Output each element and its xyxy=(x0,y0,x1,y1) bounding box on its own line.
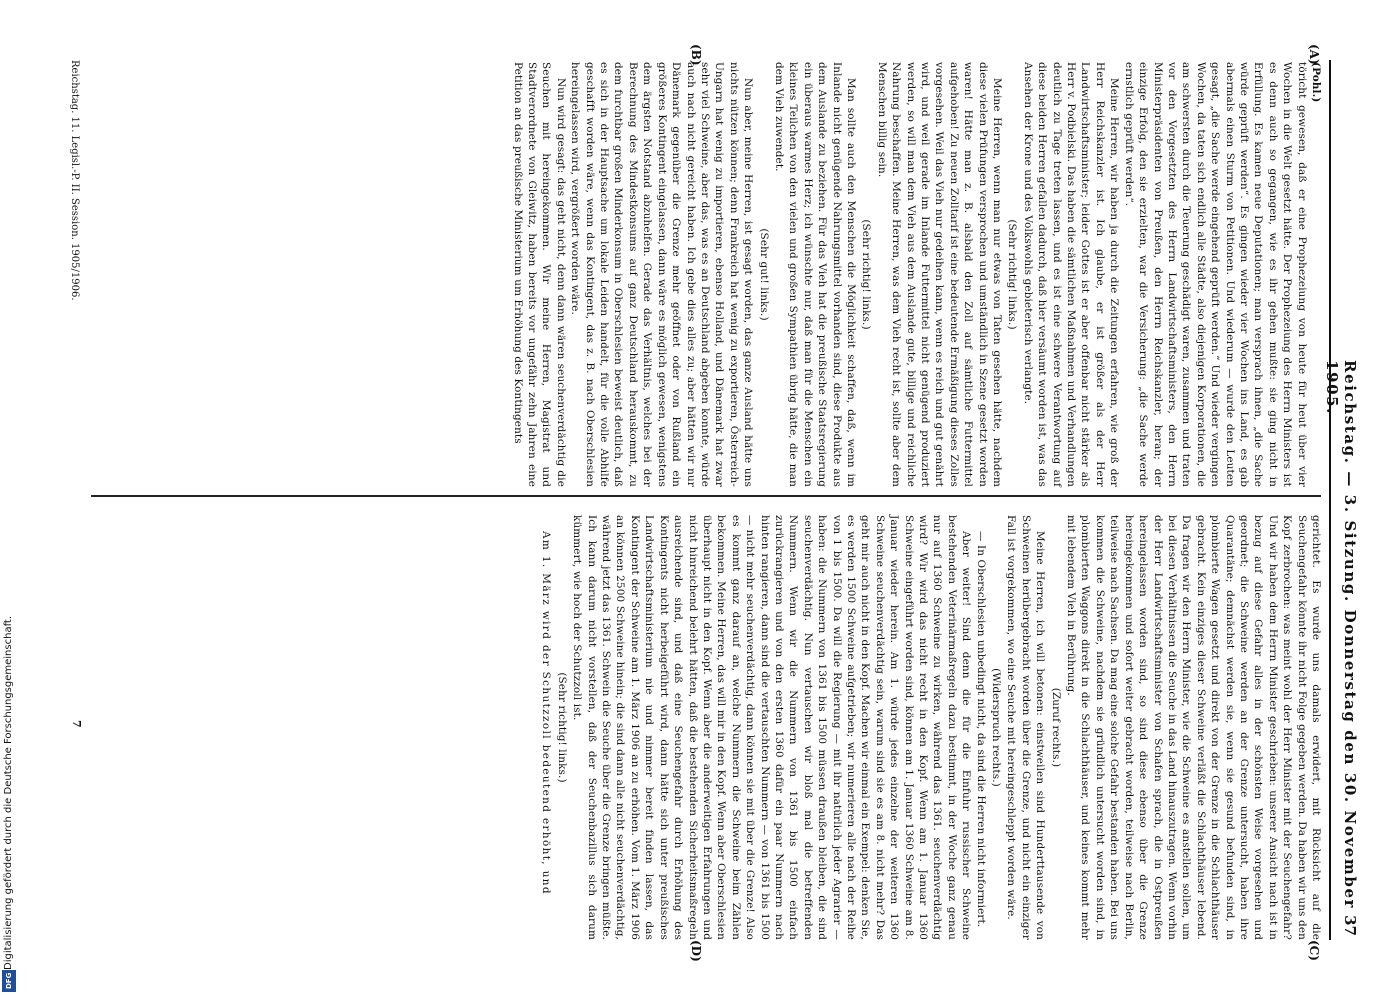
paragraph: Nun aber, meine Herren, ist gesagt worden, das ganze Ausland hätte uns nichts nützen können; denn Frankreich hat wenig zu exportieren, Österreich-Ungarn hat wenig zu importieren, ebenso Holland, und Dänemark hat zwar sehr viel Schweine, aber das, was es an Deutschland abgeben konnte, würde auch nach nicht gereicht haben. Ich gebe dies alles zu; aber hätten wir nur Dänemark gegenüber die Grenze mehr geöffnet oder von Rußland ein größeres Kontingent eingelassen, dann wäre es möglich gewesen, wenigstens dem ärgsten Notstand abzuhelfen. Gerade das Verhältnis, welches bei der Berechnung des Mindestkonsums auf ganz Deutschland herauskommt, zu dem furchtbar großen Minderkonsum in Oberschlesien beweist deutlich, daß es sich in der Hauptsache um lokale Leiden handelt, für die volle Abhilfe geschafft worden wäre, wenn das Kontingent, das z. B. nach Oberschlesien hereingelassen wird, vergrößert worden wäre. xyxy=(569,62,755,487)
margin-marker-c: (C) xyxy=(1307,940,1321,961)
paragraph: Nun wird gesagt: das geht nicht, denn dann wären seuchenverdächtig die Seuchen mit hereingekommen. Wir meine Herren, Magistrat und Stadtverordnete von Gleiwitz, haben bereits vor ungefähr zehn Jahren eine Petition an das preußische Ministerium um Erhöhung des Kontingents xyxy=(511,62,567,487)
page-header xyxy=(1323,60,1365,940)
paragraph: Meine Herren, wir haben ja durch die Zeitungen erfahren, wie groß der Herr Reichskanzler ist. Ich glaube, er ist größer als der Herr Landwirtschaftsminister; leider Gottes ist er aber offenbar nicht stärker als Herr v. Podbielski. Das haben die sämtlichen Maßnahmen und Verhandlungen deutlich zu Tage treten lassen, und es ist eine schwere Verantwortung auf diese beiden Herren gefallen dadurch, daß hier versäumt worden ist, was das Ansehen der Krone und des Volkswohls gebieterisch verlangte. xyxy=(1021,62,1121,487)
paragraph: gerichtet. Es wurde uns damals erwidert, mit Rücksicht auf die Seuchengefahr könnte ihr nicht Folge gegeben werden. Da haben wir uns den Kopf zerbrochen: was meint wohl der Herr Minister mit der Seuchengefahr? Und wir haben dem Herrn Minister geschrieben: unserer Ansicht nach ist in bezug auf diese Gefahr alles in der schönsten Weise vorgesehen und geordnet; die Schweine werden an der Grenze untersucht, haben ihre Quarantäne; demnächst werden sie, wenn sie gesund befunden sind, in plombierte Wagen gesetzt und direkt von der Grenze in die Schlachthäuser gebracht. Kein einziges dieser Schweine verläßt die Schlachthäuser lebend. Da fragen wir den Herrn Minister, wie die Schweine es anstellen sollen, um bei diesen Verhältnissen die Seuche in das Land hinauszutragen. Wenn vorhin der Herr Landwirtschaftsminister von Schafen sprach, die in Ostpreußen hereingelassen worden sind, so sind diese ebenso über die Grenze hereingekommen und sofort weiter gebracht worden, teilweise nach Berlin, teilweise nach Sachsen. Da mag eine solche Gefahr bestanden haben. Bei uns kommen die Schweine, nachdem sie gründlich untersucht worden sind, in plombierten Waggons direkt in die Schlachthäuser, und keines kommt mehr mit lebendem Vieh in Berührung. xyxy=(1065,515,1322,940)
audience-reaction: (Zuruf rechts.) xyxy=(1049,687,1062,768)
audience-reaction: (Sehr gut! links.) xyxy=(757,228,770,321)
paragraph: Am 1. März wird der Schutzzoll bedeutend erhöht, und xyxy=(540,531,553,895)
paragraph: töricht gewesen, daß er eine Prophezeiung von heute für heut über vier Wochen in die Welt gesetzt hätte. Der Prophezeiung des Herrn Ministers ist es denn auch so gegangen, wie es ihr gehen mußte: sie ging nicht in Erfüllung. Es kamen neue Deputationen; man versprach ihnen, „die Sache würde geprüft werden“. Es gingen wieder vier Wochen ins Land, es gab abermals einen Sturm von Petitionen. Und wiederum — wurde den Leuten gesagt, „die Sache werde eingehend geprüft werden.“ Und wieder vergingen Wochen, da taten sich endlich alle Städte, also diejenigen Korporationen, die am schwersten durch die Teuerung geschädigt waren, zusammen und traten vor den Vorgesetzten des Herrn Landwirtschaftsministers, den Herrn Ministerpräsidenten von Preußen, den Herrn Reichskanzler, heran; der einzige Erfolg, den sie erzielten, war die Versicherung: „die Sache werde ernstlich geprüft werden“. xyxy=(1122,62,1308,487)
sheet-number: 7 xyxy=(70,720,83,728)
paragraph: Man sollte auch den Menschen die Möglichkeit schaffen, daß, wenn im Inlande nicht genügende Nahrungsmittel vorhanden sind, diese Produkte aus dem Auslande zu beziehen. Für das Vieh hat die preußische Staatsregierung ein überaus warmes Herz; ich wünschte nur, daß man für die Menschen ein kleines Teilchen von den vielen und großen Sympathien übrig hätte, die man dem Vieh zuwendet. xyxy=(772,62,857,487)
paragraph: Meine Herren, ich will betonen: einstweilen sind Hunderttausende von Schweinen herübergebracht worden über die Grenze, und nicht ein einziger Fall ist vorgekommen, wo eine Seuche mit hereingeschleppt worden wäre. xyxy=(1005,515,1047,940)
paragraph: Meine Herren, wenn man nur etwas von Taten gesehen hätte, nachdem diese vielen Prüfungen versprochen und umständlich in Szene gesetzt worden waren! Hätte man z. B. alsbald den Zoll auf sämtliche Futtermittel aufgehoben! Zu neuen Zolltarif ist eine bedeutende Ermäßigung dieses Zolles vorgesehen. Weil das Vieh nur gedeihen kann, wenn es reich und gut genährt wird, und weil gerade im Inlande Futtermittel nicht genügend produziert werden, so will man dem Vieh aus dem Auslande gute, billige und reichliche Nahrung beschaffen. Meine Herren, was dem Vieh recht ist, sollte aber dem Menschen billig sein. xyxy=(875,62,1004,487)
margin-marker-b: (B) xyxy=(689,44,703,66)
paragraph: — In Oberschlesien unbedingt nicht, da sind die Herren nicht informiert. xyxy=(974,531,987,928)
left-column xyxy=(510,62,1323,487)
audience-reaction: (Sehr richtig! links.) xyxy=(555,672,568,783)
audience-reaction: (Sehr richtig! links.) xyxy=(1006,219,1019,330)
column-divider xyxy=(91,495,1321,497)
speaker-name: (Pohl.) xyxy=(1310,62,1322,103)
page-number: 37 xyxy=(1341,915,1359,936)
audience-reaction: (Sehr richtig! links.) xyxy=(860,219,873,330)
right-column xyxy=(539,515,1323,940)
audience-reaction: (Widerspruch rechts.) xyxy=(990,668,1003,787)
margin-marker-a: (A) xyxy=(1307,44,1321,65)
dfg-logo: DFG xyxy=(2,970,16,992)
header-title: Reichstag. — 3. Sitzung. Donnerstag den 30. November 1905. xyxy=(1323,360,1359,910)
margin-marker-d: (D) xyxy=(689,940,703,962)
paragraph: Aber weiter! Sind denn die für die Einfuhr russischer Schweine bestehenden Veterinärmaßregeln dazu bestimmt, in der Woche ganz genau nur auf 1360 Schweine zu wirken, während das 1361. seuchenverdächtig wird? Wir wird das nicht recht in den Kopf. Wenn am 1. Januar 1360 Schweine eingeführt worden sind, können am 1. Januar 1360 Schweine am 8. Januar wieder herein. Am 1. würde jedes einzelne der weiteren 1360 Schweine seuchenverdächtig sein, warum sind sie es am 8. nicht mehr? Das geht mir auch nicht in den Kopf. Machen wir einmal ein Exempel: denken Sie, es werden 1500 Schweine aufgetrieben; wir numerieren alle nach der Reihe von 1 bis 1500. Da will die Regierung — mit ihr natürlich jeder Agrarier — haben: die Nummern von 1361 bis 1500 müssen draußen bleiben, die sind seuchenverdächtig. Nun vertauschen wir bloß mal die betreffenden Nummern. Wenn wir die Nummern von 1361 bis 1500 einfach zurückrangieren und von den ersten 1360 dafür ein paar Nummern nach hinten rangieren, dann sind die vertauschten Nummern — von 1361 bis 1500 — nicht mehr seuchenverdächtig, dann können sie mit über die Grenze! Also es kommt ganz darauf an, welche Nummern die Schweine beim Zählen bekommen. Meine Herren, das will mir in den Kopf. Wenn aber Oberschlesien überhaupt nicht in den Kopf. Wenn aber die anderweitigen Erfahrungen und nicht hinreichend belehrt hätten, daß die bestehenden Sicherheitsmaßregeln ausreichende sind, und daß eine Seuchengefahr durch Erhöhung des Kontingents nicht herbeigeführt wird, dann hätte sich unter preußisches Landwirtschaftsministerium nie und nimmer bereit finden lassen, das Kontingent der Schweine am 1. März 1906 an zu erhöhen. Vom 1. März 1906 an können 2500 Schweine hinein; die sind dann alle nicht seuchenverdächtig, während jetzt das 1361. Schwein die Seuche über die Grenze bringen müßte. Ich kann darum nicht vorstellen, daß der Seuchenbazillus sich darum kümmert, wie hoch der Schutzzoll ist. xyxy=(571,515,973,940)
page-footer: Reichstag. 11. Legisl.-P. II. Session. 1905/1906. xyxy=(69,60,80,301)
digitization-credit: Digitalisierung gefördert durch die Deutsche Forschungsgemeinschaft. xyxy=(3,615,14,970)
